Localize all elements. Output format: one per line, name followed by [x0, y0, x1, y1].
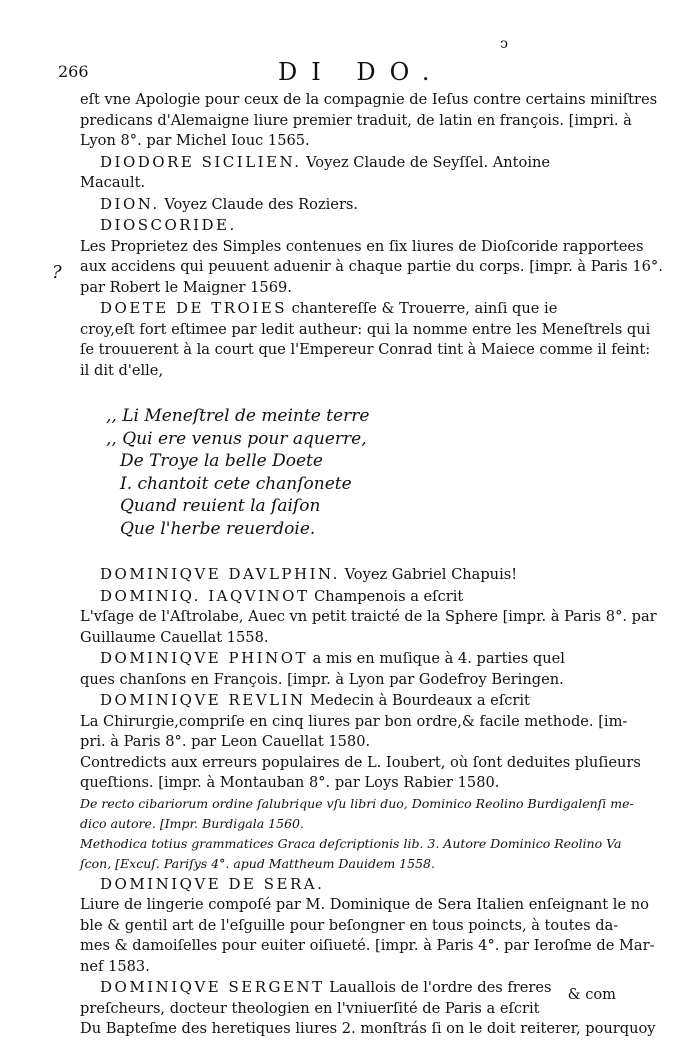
entry-heading-line: DOETE DE TROIES chantereſſe & Trouerre, ainſi que ie	[100, 299, 558, 317]
verse-line: De Troye la belle Doete	[120, 451, 323, 471]
text-line: Liure de lingerie compoſé par M. Dominique de Sera Italien enſeignant le no	[80, 896, 649, 913]
text-line: croy,eſt fort eſtimee par ledit autheur: qui la nomme entre les Meneſtrels qui	[80, 320, 651, 338]
entry-heading-line: DOMINIQVE SERGENT Lauallois de l'ordre des freres	[100, 978, 552, 996]
latin-title-line: dico autore. [Impr. Burdigala 1560.	[80, 815, 304, 831]
latin-title-line: ſcon, [Excuſ. Pariſys 4°. apud Mattheum Dauidem 1558.	[80, 855, 435, 871]
entry-heading-line	[80, 874, 620, 896]
entry-heading-line	[80, 215, 620, 237]
body-text	[80, 90, 663, 1040]
entry-name: DIOSCORIDE.	[100, 216, 237, 234]
verse-line: I. chantoit cete chanſonete	[120, 473, 352, 494]
entry-heading-line: DOMINIQVE PHINOT a mis en muſique à 4. parties quel	[100, 649, 565, 667]
text-line: il dit d'elle,	[80, 361, 164, 379]
text-line: aux accidens qui peuuent aduenir à chaque partie du corps. [impr. à Paris 16°.	[80, 258, 663, 275]
text-line: ques chanſons en François. [impr. à Lyon par Godefroy Beringen.	[80, 670, 564, 688]
entry-name: DOMINIQ. IAQVINOT	[100, 586, 310, 605]
page-header	[58, 58, 618, 88]
verse-line: ,, Qui ere venus pour aquerre,	[106, 428, 367, 449]
entry-heading-line: DOMINIQVE DAVLPHIN. Voyez Gabriel Chapuis!	[100, 565, 518, 583]
text-line: L'vſage de l'Aſtrolabe, Auec vn petit traicté de la Sphere [impr. à Paris 8°. par	[80, 608, 657, 625]
verse-line: ,, Li Meneſtrel de meinte terre	[106, 406, 370, 426]
entry-name: DOMINIQVE DE SERA.	[100, 874, 325, 893]
page-number: 266	[58, 62, 89, 81]
page-mark: ↄ	[500, 36, 508, 52]
catchword: & com	[567, 986, 616, 1003]
entry-name: DOMINIQVE DAVLPHIN.	[100, 565, 340, 583]
entry-heading-line: DIODORE SICILIEN. Voyez Claude de Seyſſel. Antoine	[100, 152, 551, 171]
text-line: pri. à Paris 8°. par Leon Cauellat 1580.	[80, 733, 371, 750]
entry-heading-line: DOMINIQ. IAQVINOT Champenois a eſcrit	[100, 586, 464, 605]
text-line: eſt vne Apologie pour ceux de la compagnie de Ieſus contre certains miniſtres	[80, 91, 658, 108]
text-line: La Chirurgie,compriſe en cinq liures par bon ordre,& facile methode. [im-	[80, 712, 628, 730]
entry-name: DOMINIQVE PHINOT	[100, 649, 309, 667]
text-line: Les Proprietez des Simples contenues en ſix liures de Dioſcoride rapportees	[80, 237, 644, 255]
text-line: Lyon 8°. par Michel Iouc 1565.	[80, 132, 310, 149]
text-line: predicans d'Alemaigne liure premier traduit, de latin en françois. [impri. à	[80, 111, 632, 129]
entry-name: DION.	[100, 194, 160, 213]
text-line: preſcheurs, docteur theologien en l'vniuerſité de Paris a eſcrit	[80, 999, 540, 1017]
latin-title-line: De recto cibariorum ordine ſalubrique vſu libri duo, Dominico Reolino Burdigalenſi me-	[80, 795, 634, 811]
text-line: Macault.	[80, 174, 146, 191]
entry-heading-line: DION. Voyez Claude des Roziers.	[100, 194, 359, 213]
text-line: Guillaume Cauellat 1558.	[80, 628, 269, 646]
text-line: mes & damoiſelles pour euiter oiſiueté. [impr. à Paris 4°. par Ieroſme de Mar-	[80, 937, 655, 954]
text-line: ſe trouuerent à la court que l'Empereur Conrad tint à Maiece comme il feint:	[80, 341, 651, 358]
entry-name: DOETE DE TROIES	[100, 299, 287, 317]
text-line: Contredicts aux erreurs populaires de L. Ioubert, où ſont deduites pluſieurs	[80, 753, 641, 771]
latin-title-line: Methodica totius grammatices Graca deſcriptionis lib. 3. Autore Dominico Reolino Va	[80, 835, 622, 851]
entry-heading-line: DOMINIQVE REVLIN Medecin à Bourdeaux a eſcrit	[100, 691, 530, 709]
text-line: queſtions. [impr. à Montauban 8°. par Loys Rabier 1580.	[80, 774, 500, 791]
verse-line: Quand reuient la ſaiſon	[120, 496, 321, 516]
entry-name: DIODORE SICILIEN.	[100, 152, 302, 171]
margin-note: ?	[52, 262, 62, 283]
verse-quotation	[106, 405, 620, 540]
running-head: DI DO.	[278, 58, 444, 86]
text-line: ble & gentil art de l'eſguille pour beſongner en tous poincts, à toutes da-	[80, 916, 619, 934]
text-line: nef 1583.	[80, 957, 150, 975]
text-line: par Robert le Maigner 1569.	[80, 278, 292, 296]
entry-name: DOMINIQVE SERGENT	[100, 978, 325, 996]
verse-line: Que l'herbe reuerdoie.	[120, 518, 316, 539]
entry-name: DOMINIQVE REVLIN	[100, 691, 306, 709]
text-line: Du Bapteſme des heretiques liures 2. monſtrás ſi on le doit reiterer, pourquoy	[80, 1020, 656, 1037]
